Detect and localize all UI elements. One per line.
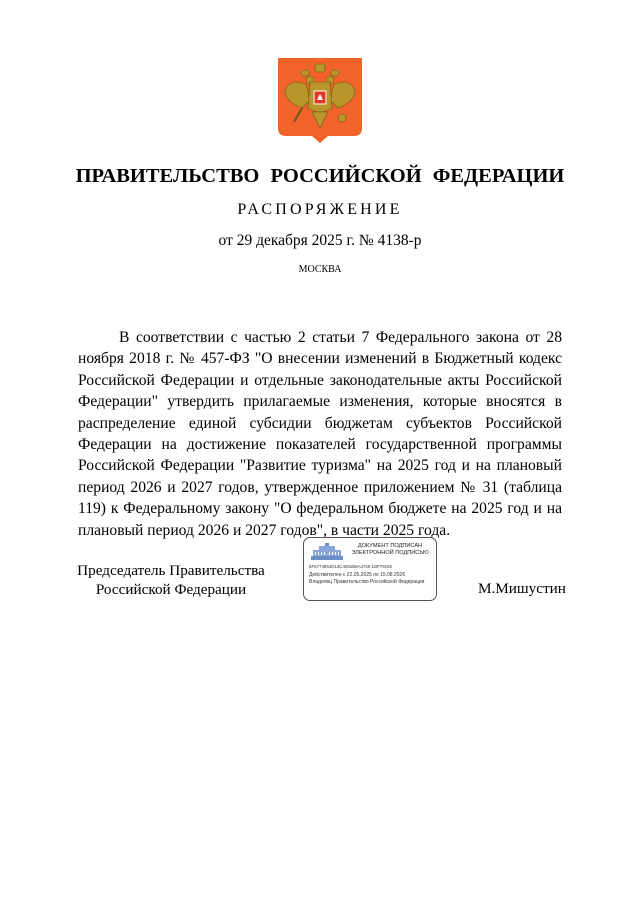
document-date-number: от 29 декабря 2025 г. № 4138-р	[218, 232, 422, 249]
signatory-position	[76, 561, 266, 599]
emblem	[276, 56, 364, 144]
organization-title: ПРАВИТЕЛЬСТВО РОССИЙСКОЙ ФЕДЕРАЦИИ	[75, 165, 565, 187]
coat-of-arms-icon	[276, 56, 364, 144]
document-city: МОСКВА	[298, 264, 342, 275]
signatory-name: М.Мишустин	[478, 580, 566, 597]
body-paragraph: В соответствии с частью 2 статьи 7 Федерального закона от 28 ноября 2018 г. № 457-ФЗ "О внесении изменений в Бюджетный кодекс Российской Федерации и отдельные законодательные акты Российской Федерации" утвердить прилагаемые изменения, которые вносятся в распределение единой субсидии бюджетам субъектов Российской Федерации на достижение показателей государственной программы Российской Федерации "Развитие туризма" на 2025 год и на плановый период 2026 и 2027 годов, утвержденное приложением № 31 (таблица 119) к Федеральному закону "О федеральном бюджете на 2025 год и на плановый период 2026 и 2027 годов", в части 2025 года.	[78, 329, 562, 539]
electronic-signature-stamp	[303, 537, 437, 601]
stamp-title-line-1: ДОКУМЕНТ ПОДПИСАН	[357, 543, 423, 549]
position-line-1: Председатель Правительства	[77, 562, 265, 579]
document-type: РАСПОРЯЖЕНИЕ	[237, 201, 403, 218]
stamp-title	[346, 543, 434, 557]
certificate-serial: 6F6774854D13C4081B8A4728 1DF79155	[309, 564, 392, 569]
certificate-validity: Действителен с 22.05.2025 по 15.08.2026	[309, 572, 406, 578]
stamp-title-line-2: ЭЛЕКТРОННОЙ ПОДПИСЬЮ	[351, 550, 429, 556]
position-line-2: Российской Федерации	[95, 581, 247, 598]
certificate-owner: Владелец Правительство Российской Федерации	[309, 579, 425, 585]
government-building-icon	[311, 543, 343, 560]
document-body	[78, 327, 562, 541]
